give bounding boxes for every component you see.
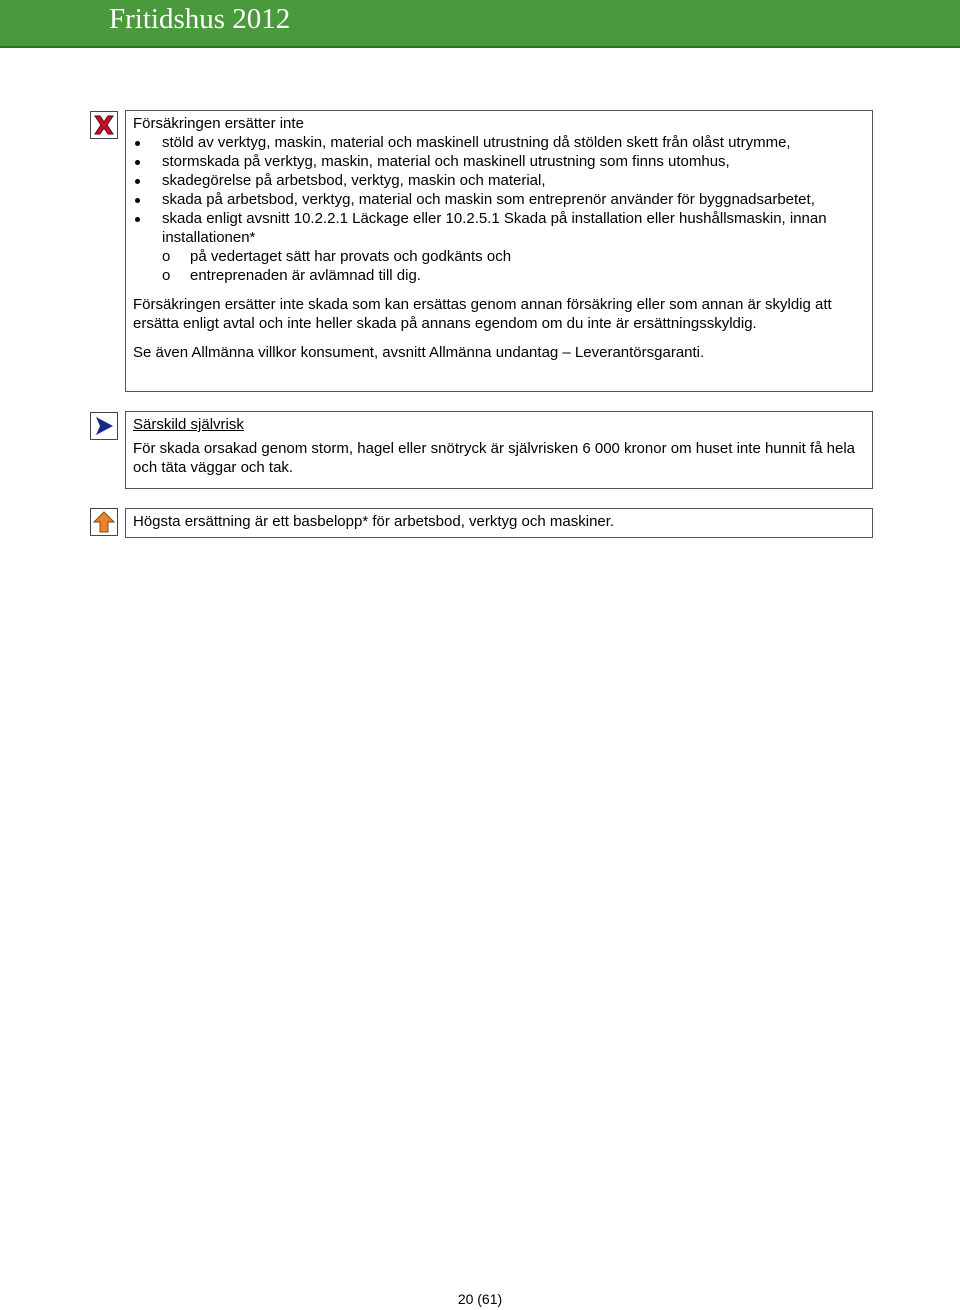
sublist-item-text: entreprenaden är avlämnad till dig. [190, 267, 421, 284]
orange-arrow-up-icon [90, 508, 118, 536]
sublist-item-text: på vedertaget sätt har provats och godkänts och [190, 248, 512, 265]
document-title: Fritidshus 2012 [109, 3, 291, 35]
maximum-box [125, 508, 873, 538]
list-item: skada på arbetsbod, verktyg, material och maskin som entreprenör använder för byggnadsarbetet, [133, 190, 865, 209]
list-marker: o [162, 267, 171, 284]
list-item: skadegörelse på arbetsbod, verktyg, maskin och material, [133, 171, 865, 190]
deductible-box [125, 411, 873, 489]
list-marker: o [162, 248, 171, 265]
page-number: 20 (61) [457, 1291, 503, 1307]
blue-arrow-right-icon [90, 412, 118, 440]
red-x-icon [90, 111, 118, 139]
list-item: stormskada på verktyg, maskin, material och maskinell utrustning som finns utomhus, [133, 152, 865, 171]
list-item: stöld av verktyg, maskin, material och maskinell utrustning då stölden skett från olåst utrymme, [133, 133, 865, 152]
exclusions-sublist [133, 247, 865, 285]
exclusions-list [133, 133, 865, 247]
maximum-text: Högsta ersättning är ett basbelopp* för arbetsbod, verktyg och maskiner. [133, 513, 615, 530]
exclusions-intro: Försäkringen ersätter inte [133, 115, 304, 132]
sublist-item [162, 247, 865, 266]
sublist-item [162, 266, 865, 285]
exclusions-paragraph: Försäkringen ersätter inte skada som kan ersättas genom annan försäkring eller som annan är skyldig att ersätta enligt avtal och inte heller skada på annans egendom om du inte är ersättningsskyldig. [133, 296, 832, 332]
exclusions-reference: Se även Allmänna villkor konsument, avsnitt Allmänna undantag – Leverantörsgaranti. [133, 344, 705, 361]
exclusions-box [125, 110, 873, 392]
deductible-heading: Särskild självrisk [133, 416, 244, 433]
list-item: skada enligt avsnitt 10.2.2.1 Läckage eller 10.2.5.1 Skada på installation eller hushållsmaskin, innan installationen* [133, 209, 865, 247]
deductible-text: För skada orsakad genom storm, hagel eller snötryck är självrisken 6 000 kronor om huset inte hunnit få hela och täta väggar och tak. [133, 440, 856, 476]
page-header [0, 0, 960, 48]
